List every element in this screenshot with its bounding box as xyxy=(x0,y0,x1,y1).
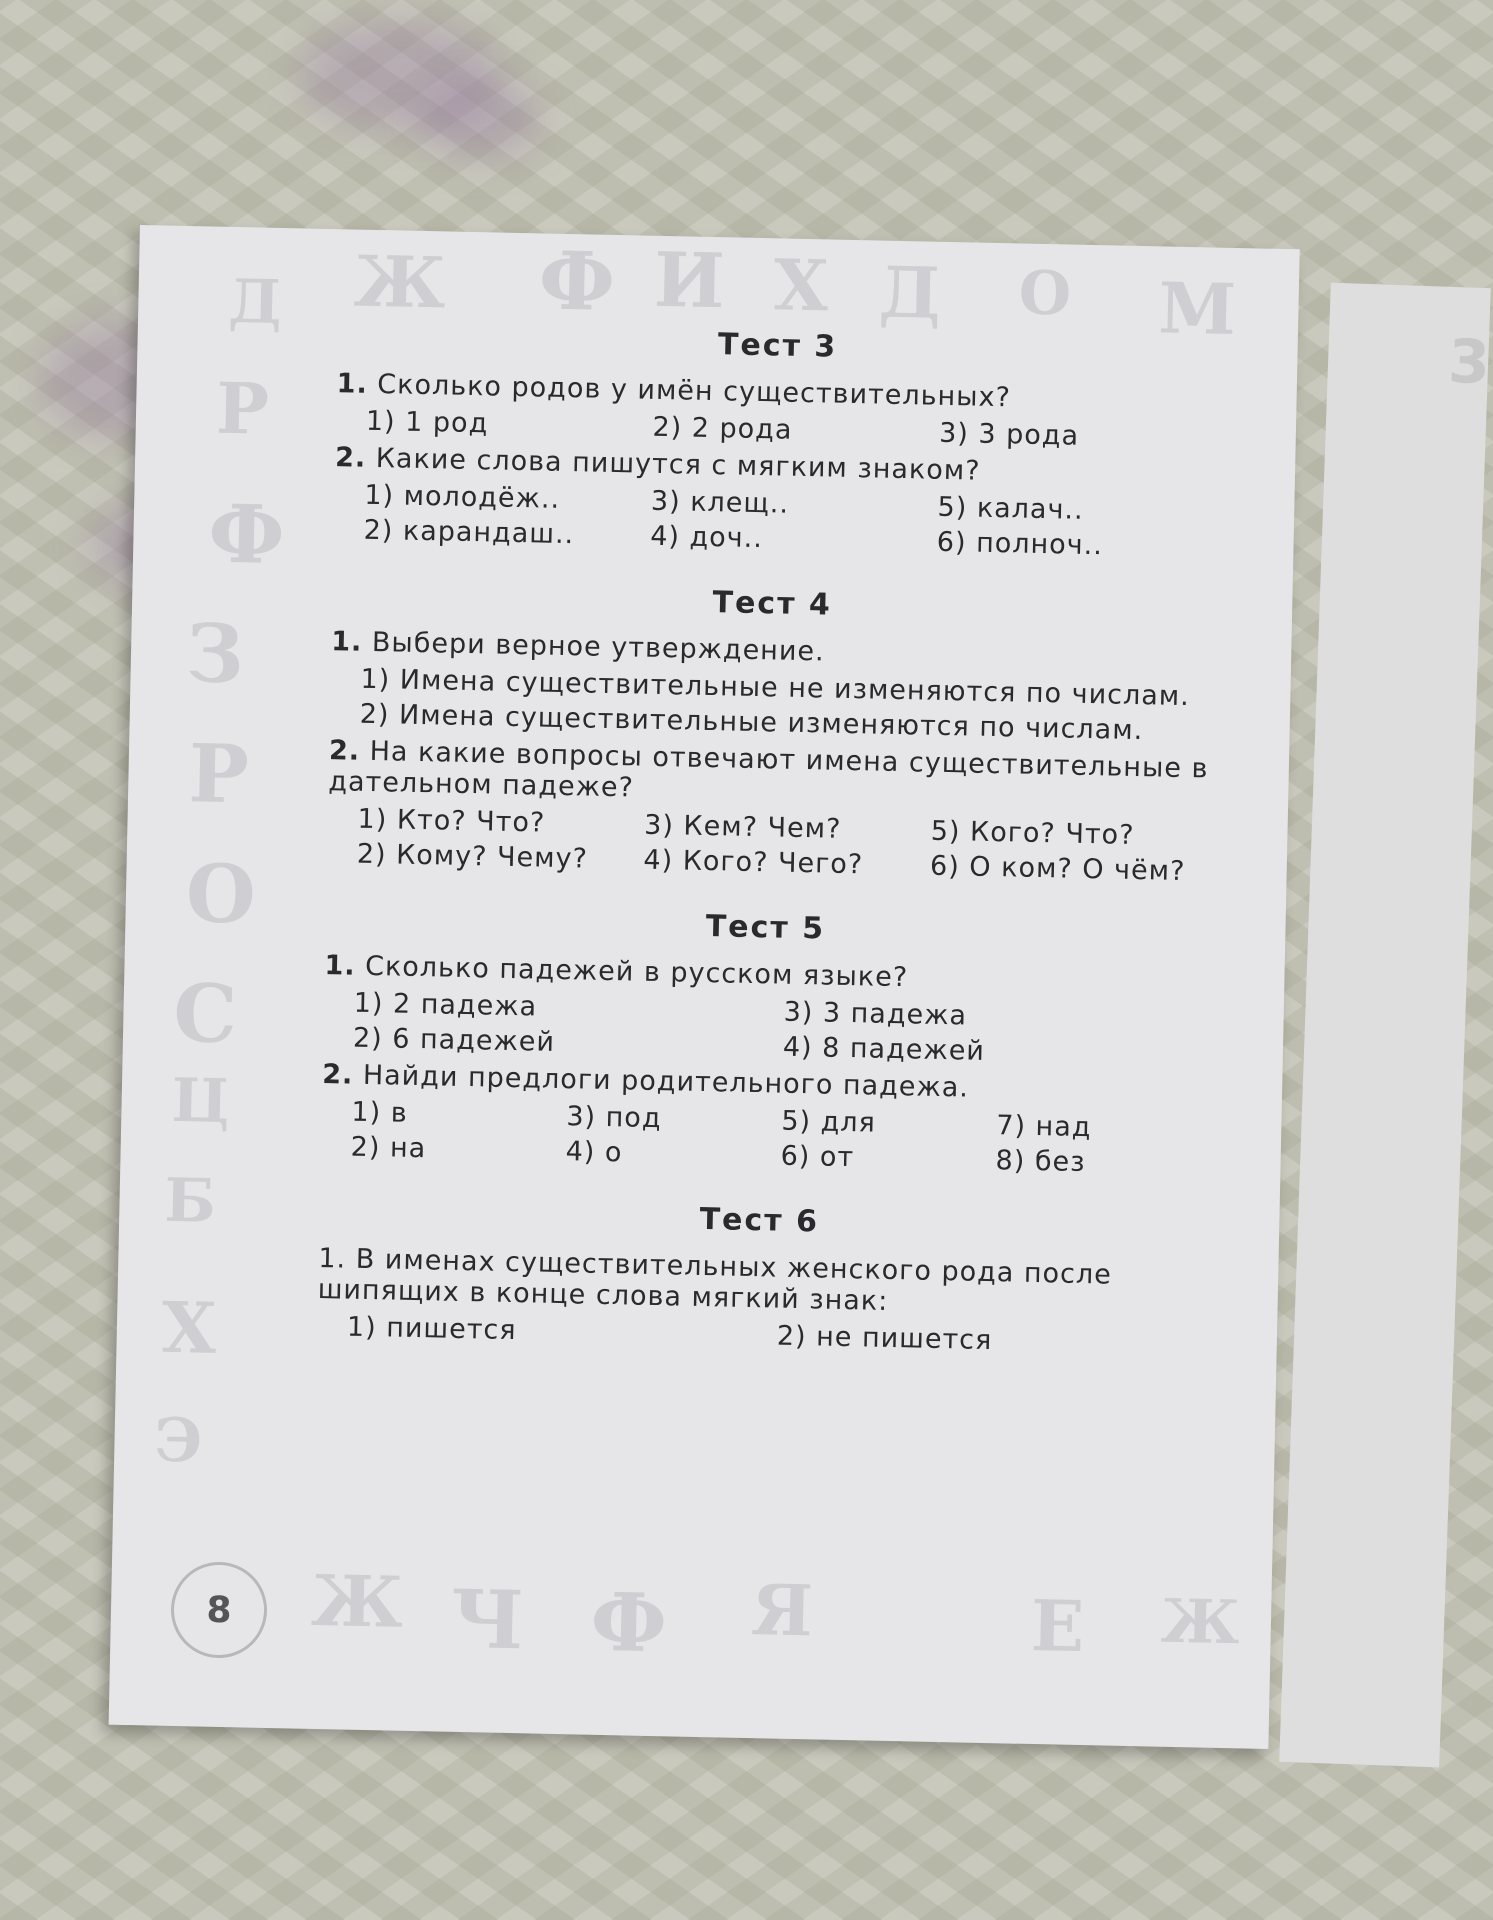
decor-letter: О xyxy=(1018,258,1072,330)
answer-option[interactable]: 3) 3 падежа xyxy=(783,996,968,1032)
test-6-question-1 xyxy=(317,1243,1198,1323)
test-4-q2-options xyxy=(357,804,1208,888)
question-number: 2. xyxy=(321,1059,354,1091)
decor-letter: Д xyxy=(227,266,283,338)
question-number: 1. xyxy=(336,368,369,400)
answer-option[interactable]: 2) 2 рода xyxy=(652,411,793,446)
decor-letter: С xyxy=(172,965,239,1062)
test-6-title: Тест 6 xyxy=(699,1201,820,1240)
answer-option[interactable]: 2) Кому? Чему? xyxy=(356,838,589,875)
answer-option[interactable]: 1) Имена существительные не изменяются по числам. xyxy=(360,663,1191,713)
answer-option[interactable]: 1) 1 род xyxy=(365,405,489,440)
decor-letter: Ж xyxy=(1160,1586,1241,1659)
answer-option[interactable]: 3) под xyxy=(566,1101,662,1135)
test-4-q1-options xyxy=(359,664,1210,748)
decor-letter: Е xyxy=(1029,1583,1086,1669)
decor-letter: Х xyxy=(161,1285,218,1370)
answer-option[interactable]: 4) доч.. xyxy=(649,520,764,555)
test-5-q1-options xyxy=(353,988,1204,1072)
adjacent-page xyxy=(1279,283,1491,1768)
answer-option[interactable]: 7) над xyxy=(996,1110,1092,1144)
decor-letter: Ц xyxy=(170,1065,231,1138)
answer-option[interactable]: 2) карандаш.. xyxy=(363,514,575,551)
answer-option[interactable]: 3) клещ.. xyxy=(650,485,790,520)
question-text: На какие вопросы отвечают имена существительные в дательном падеже? xyxy=(328,735,1209,804)
answer-option[interactable]: 6) полноч.. xyxy=(936,526,1104,562)
tests-content xyxy=(317,319,1218,1366)
decor-letter: Х xyxy=(773,243,830,328)
decor-letter: З xyxy=(185,606,245,702)
answer-option[interactable]: 3) 3 рода xyxy=(938,417,1080,452)
answer-option[interactable]: 1) в xyxy=(351,1096,408,1129)
workbook-page xyxy=(109,225,1300,1749)
test-3-title: Тест 3 xyxy=(717,327,838,365)
decor-letter: Ж xyxy=(353,239,447,325)
answer-option[interactable]: 1) 2 падежа xyxy=(353,987,538,1023)
answer-option[interactable]: 5) Кого? Что? xyxy=(930,815,1135,851)
decor-letter: Р xyxy=(187,726,250,822)
answer-option[interactable]: 5) калач.. xyxy=(937,491,1084,526)
decor-letter: Ч xyxy=(449,1571,525,1668)
question-text: Выбери верное утверждение. xyxy=(371,626,825,668)
decor-letter: Ф xyxy=(589,1574,668,1671)
question-text: Какие слова пишутся с мягким знаком? xyxy=(375,442,981,487)
adjacent-page-number: 3 xyxy=(1446,326,1492,399)
answer-option[interactable]: 2) на xyxy=(350,1131,427,1165)
answer-option[interactable]: 2) не пишется xyxy=(776,1320,993,1357)
question-text: В именах существительных женского рода после шипящих в конце слова мягкий знак: xyxy=(317,1243,1113,1317)
answer-option[interactable]: 2) Имена существительные изменяются по числам. xyxy=(359,698,1144,747)
answer-option[interactable]: 1) пишется xyxy=(346,1311,517,1347)
answer-option[interactable]: 1) Кто? Что? xyxy=(357,803,546,839)
test-5-q2-options xyxy=(350,1097,1201,1181)
decor-letter: Б xyxy=(163,1165,217,1237)
decor-letter: И xyxy=(653,235,726,326)
decor-letter: Д xyxy=(877,250,942,335)
answer-option[interactable]: 6) от xyxy=(780,1140,855,1174)
answer-option[interactable]: 4) 8 падежей xyxy=(782,1031,986,1067)
question-number: 1. xyxy=(324,950,356,982)
test-4-title: Тест 4 xyxy=(712,585,833,623)
question-number: 2. xyxy=(334,442,367,474)
decor-letter: Я xyxy=(750,1568,814,1653)
question-text: Найди предлоги родительного падежа. xyxy=(362,1059,970,1104)
test-3-q2-options xyxy=(363,480,1214,564)
question-number: 2. xyxy=(328,735,361,767)
answer-option[interactable]: 4) Кого? Чего? xyxy=(643,844,864,881)
question-text: Сколько родов у имён существительных? xyxy=(377,369,1012,414)
page-number: 8 xyxy=(170,1561,268,1659)
decor-letter: Э xyxy=(153,1405,204,1477)
decor-letter: О xyxy=(185,846,257,942)
decor-letter: Р xyxy=(215,366,270,451)
answer-option[interactable]: 4) о xyxy=(565,1136,623,1169)
question-number: 1. xyxy=(318,1242,347,1275)
answer-option[interactable]: 3) Кем? Чем? xyxy=(643,809,842,845)
question-number: 1. xyxy=(330,626,363,658)
test-4-question-2 xyxy=(328,735,1209,815)
decor-letter: М xyxy=(1157,266,1237,351)
decor-letter: Ф xyxy=(537,233,616,329)
answer-option[interactable]: 5) для xyxy=(781,1105,877,1139)
answer-option[interactable]: 1) молодёж.. xyxy=(364,479,561,515)
answer-option[interactable]: 6) О ком? О чём? xyxy=(929,850,1186,888)
test-5-title: Тест 5 xyxy=(705,909,826,947)
decor-letter: Ж xyxy=(310,1558,404,1644)
answer-option[interactable]: 2) 6 падежей xyxy=(352,1022,556,1058)
decor-letter: Ф xyxy=(207,486,286,583)
answer-option[interactable]: 8) без xyxy=(995,1145,1086,1179)
question-text: Сколько падежей в русском языке? xyxy=(364,950,909,994)
